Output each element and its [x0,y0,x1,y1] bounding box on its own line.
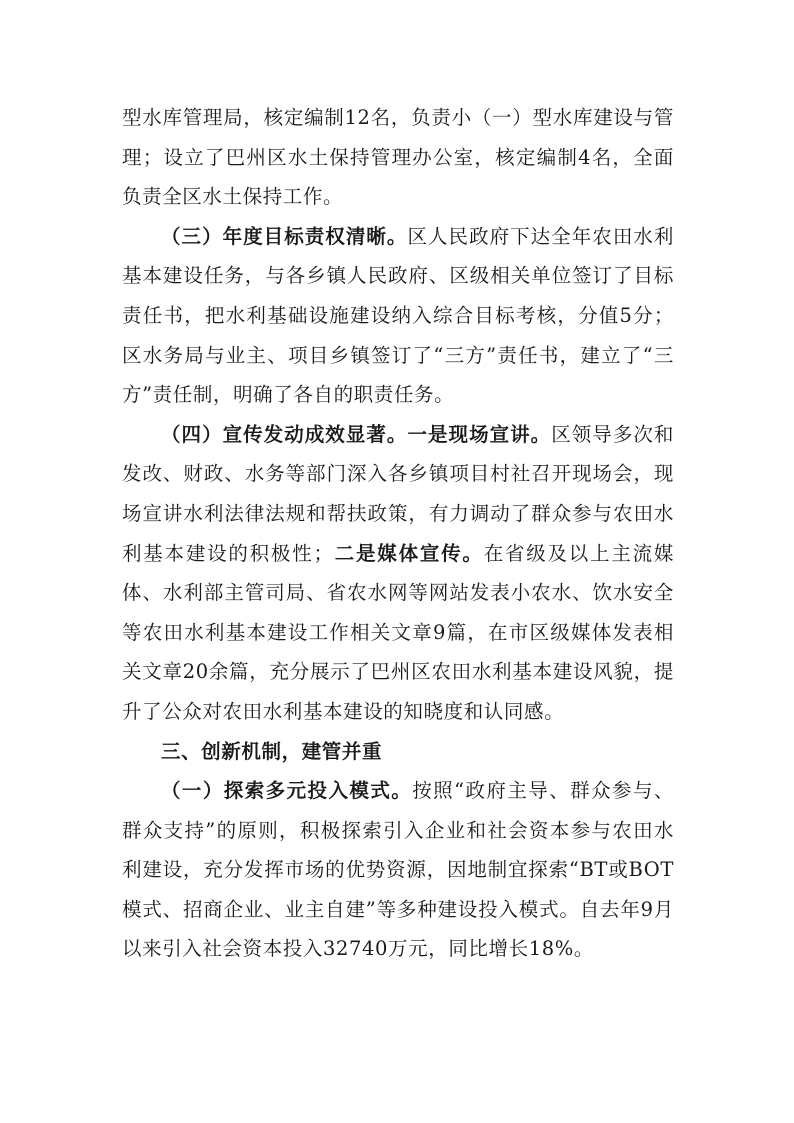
paragraph-publicity [122,415,674,732]
sub-point-body: 在省级及以上主流媒体、水利部主管司局、省农水网等网站发表小农水、饮水安全等农田水利基本建设工作相关文章9篇，在市区级媒体发表相关文章20余篇，充分展示了巴州区农田水利基本建设风貌，提升了公众对农田水利基本建设的知晓度和认同感。 [122,541,674,723]
paragraph-target-responsibility [122,217,674,415]
sub-point-body: 区领导多次和发改、财政、水务等部门深入各乡镇项目村社召开现场会，现场宣讲水利法律法规和帮扶政策，有力调动了群众参与农田水利基本建设的积极性； [122,422,675,565]
paragraph-body: 区人民政府下达全年农田水利基本建设任务，与各乡镇人民政府、区级相关单位签订了目标责任书，把水利基础设施建设纳入综合目标考核，分值5分；区水务局与业主、项目乡镇签订了“三方”责任书，建立了“三方”责任制，明确了各自的职责任务。 [122,224,674,407]
paragraph-investment-model [122,771,674,969]
section-heading: 三、创新机制，建管并重 [161,739,383,763]
paragraph-title: （四）宣传发动成效显著。 [161,422,408,446]
sub-point-title: 一是现场宣讲。 [407,422,552,446]
paragraph-body: 型水库管理局，核定编制12名，负责小（一）型水库建设与管理；设立了巴州区水土保持管理办公室，核定编制4名，全面负责全区水土保持工作。 [122,106,674,209]
document-page [122,98,674,969]
paragraph-continuation [122,98,674,217]
sub-point-title: 二是媒体宣传。 [333,541,484,565]
paragraph-title: （三）年度目标责权清晰。 [161,224,408,248]
paragraph-body: 按照“政府主导、群众参与、群众支持”的原则，积极探索引入企业和社会资本参与农田水利建设，充分发挥市场的优势资源，因地制宜探索“BT或BOT模式、招商企业、业主自建”等多种建设投入模式。自去年9月以来引入社会资本投入32740万元，同比增长18%。 [122,779,674,961]
paragraph-title: （一）探索多元投入模式。 [161,779,413,803]
